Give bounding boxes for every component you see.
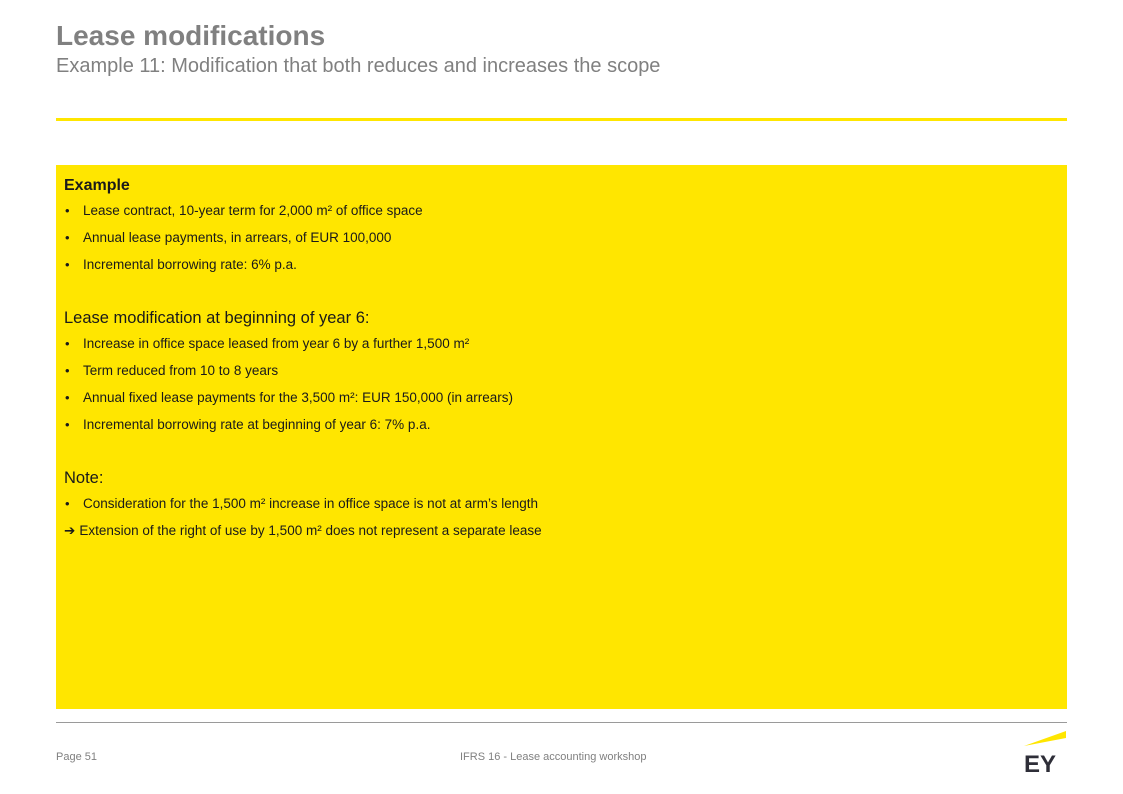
- list-item-text: Lease contract, 10-year term for 2,000 m² of office space: [83, 203, 423, 218]
- footer-divider: [56, 722, 1067, 723]
- list-item-text: Increase in office space leased from year 6 by a further 1,500 m²: [83, 336, 470, 351]
- header-divider: [56, 118, 1067, 121]
- bullet-icon: •: [65, 417, 70, 432]
- list-item-text: Consideration for the 1,500 m² increase in office space is not at arm’s length: [83, 496, 538, 511]
- list-item: [64, 224, 1059, 251]
- list-item: [64, 251, 1059, 278]
- list-item: [64, 357, 1059, 384]
- page-number: Page 51: [56, 751, 97, 763]
- bullet-icon: •: [65, 336, 70, 351]
- modification-list: [64, 330, 1059, 438]
- list-item-text: Annual lease payments, in arrears, of EUR 100,000: [83, 230, 392, 245]
- right-arrow-icon: ➔: [64, 523, 76, 538]
- list-item-text: Term reduced from 10 to 8 years: [83, 363, 279, 378]
- list-item-text: Incremental borrowing rate at beginning of year 6: 7% p.a.: [83, 417, 431, 432]
- example-panel: [56, 165, 1067, 709]
- conclusion-text: Extension of the right of use by 1,500 m² does not represent a separate lease: [79, 523, 542, 538]
- footer-title: IFRS 16 - Lease accounting workshop: [460, 751, 647, 763]
- list-item: [64, 490, 1059, 517]
- bullet-icon: •: [65, 390, 70, 405]
- example-list: [64, 197, 1059, 278]
- note-heading: Note:: [64, 469, 104, 487]
- list-item: [64, 197, 1059, 224]
- list-item: [64, 330, 1059, 357]
- note-list: [64, 490, 1059, 517]
- ey-logo: [1022, 730, 1068, 776]
- list-item: [64, 384, 1059, 411]
- bullet-icon: •: [65, 363, 70, 378]
- example-heading: Example: [64, 177, 130, 194]
- bullet-icon: •: [65, 257, 70, 272]
- modification-heading: Lease modification at beginning of year 6:: [64, 309, 370, 327]
- list-item-text: Incremental borrowing rate: 6% p.a.: [83, 257, 297, 272]
- page-title: Lease modifications: [56, 20, 326, 51]
- bullet-icon: •: [65, 496, 70, 511]
- bullet-icon: •: [65, 203, 70, 218]
- page-subtitle: Example 11: Modification that both reduces and increases the scope: [56, 55, 661, 77]
- ey-logo-text: EY: [1024, 751, 1057, 776]
- list-item-text: Annual fixed lease payments for the 3,500 m²: EUR 150,000 (in arrears): [83, 390, 513, 405]
- conclusion-line: [64, 517, 1059, 544]
- list-item: [64, 411, 1059, 438]
- bullet-icon: •: [65, 230, 70, 245]
